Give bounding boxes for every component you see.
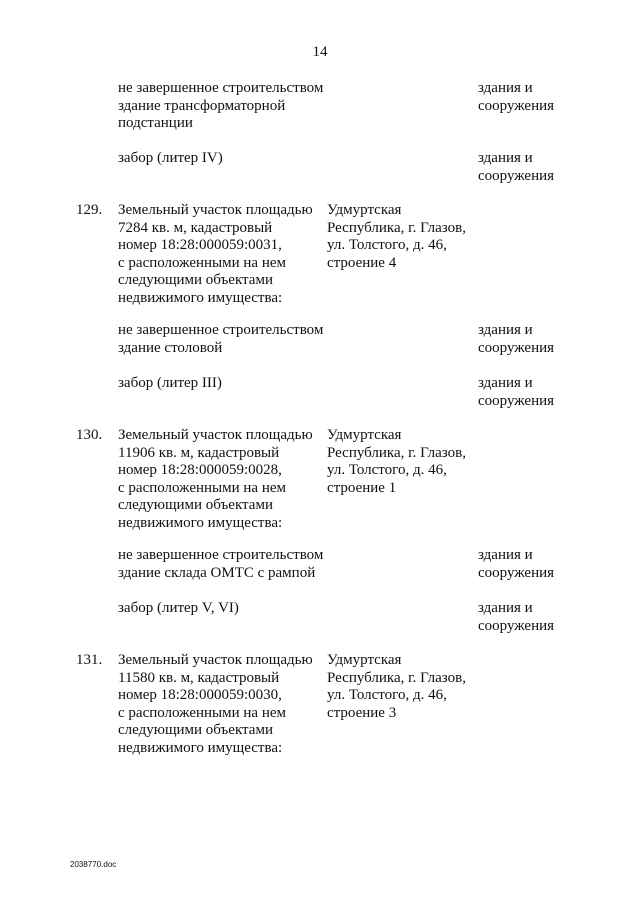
object-description: забор (литер IV) bbox=[118, 150, 223, 166]
object-category: здания и сооружения bbox=[478, 150, 555, 184]
object-description: забор (литер III) bbox=[118, 375, 222, 391]
item-number: 129. bbox=[76, 202, 103, 218]
parcel-address: Удмуртская Республика, г. Глазов, ул. Толстого, д. 46, строение 1 bbox=[327, 427, 466, 496]
object-description: не завершенное строительством здание склада ОМТС с рампой bbox=[118, 547, 324, 581]
object-category: здания и сооружения bbox=[478, 547, 555, 581]
item-number: 131. bbox=[76, 652, 103, 668]
object-category: здания и сооружения bbox=[478, 375, 555, 409]
object-description: забор (литер V, VI) bbox=[118, 600, 239, 616]
object-category: здания и сооружения bbox=[478, 80, 555, 114]
document-filename: 2038770.doc bbox=[70, 860, 117, 869]
object-category: здания и сооружения bbox=[478, 322, 555, 356]
item-number: 130. bbox=[76, 427, 103, 443]
object-description: не завершенное строительством здание трансформаторной подстанции bbox=[118, 80, 324, 131]
parcel-description: Земельный участок площадью 11580 кв. м, кадастровый номер 18:28:000059:0030, с расположенными на нем следующими объектами недвижимого имущества: bbox=[118, 652, 313, 756]
object-description: не завершенное строительством здание столовой bbox=[118, 322, 324, 356]
parcel-address: Удмуртская Республика, г. Глазов, ул. Толстого, д. 46, строение 4 bbox=[327, 202, 466, 271]
parcel-description: Земельный участок площадью 11906 кв. м, кадастровый номер 18:28:000059:0028, с расположенными на нем следующими объектами недвижимого имущества: bbox=[118, 427, 313, 531]
parcel-description: Земельный участок площадью 7284 кв. м, кадастровый номер 18:28:000059:0031, с расположенными на нем следующими объектами недвижимого имущества: bbox=[118, 202, 313, 306]
parcel-address: Удмуртская Республика, г. Глазов, ул. Толстого, д. 46, строение 3 bbox=[327, 652, 466, 721]
object-category: здания и сооружения bbox=[478, 600, 555, 634]
page-number: 14 bbox=[312, 44, 328, 60]
